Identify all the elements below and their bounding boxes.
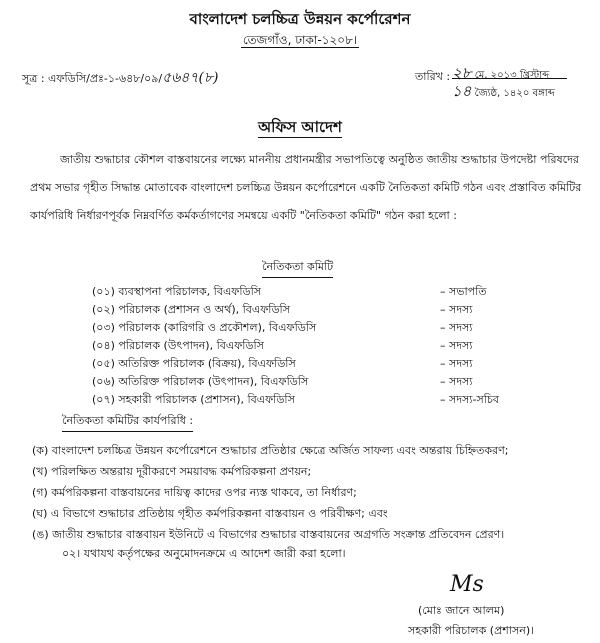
scope-item: (ক) বাংলাদেশ চলচ্চিত্র উন্নয়ন কর্পোরেশনে শুদ্ধাচার প্রতিষ্ঠার ক্ষেত্রে অর্জিত সাফল্য এবং অন্তরায় চিহ্নিতকরণ;	[32, 444, 509, 457]
member-name: (০১) ব্যবস্থাপনা পরিচালক, বিএফডিসি	[92, 285, 262, 298]
reference-prefix: সূত্র : এফডিসি/প্রঃ-১-৬৪৮/০৯/	[22, 72, 163, 85]
closing-statement: ০২। যথাযথ কর্তৃপক্ষের অনুমোদনক্রমে এ আদেশ জারী করা হলো।	[62, 547, 346, 560]
member-name: (০৩) পরিচালক (কারিগরি ও প্রকৌশল), বিএফডিসি	[92, 321, 317, 334]
member-name: (০৭) সহকারী পরিচালক (প্রশাসন), বিএফডিসি	[92, 393, 295, 406]
date-bengali	[452, 80, 555, 105]
scope-item: (ঙ) জাতীয় শুদ্ধাচার বাস্তবায়ন ইউনিটে এ বিভাগের শুদ্ধাচার বাস্তবায়নের অগ্রগতি সংক্রান্ত প্রতিবেদন প্রেরণ।	[32, 528, 505, 541]
member-role: – সদস্য-সচিব	[440, 393, 499, 406]
member-role: – সভাপতি	[440, 285, 487, 298]
signatory-title: সহকারী পরিচালক (প্রশাসন)।	[408, 624, 535, 637]
member-name: (০২) পরিচালক (প্রশাসন ও অর্থ), বিএফডিসি	[92, 303, 290, 316]
date-day-bengali: ১৪	[452, 82, 472, 100]
body-line	[30, 146, 590, 174]
body-line: কার্যপরিধি নির্ধারণপূর্বক নিম্নবর্ণিত কর্মকর্তাগণের সমন্বয়ে একটি "নৈতিকতা কমিটি" গঠন করা হলো :	[30, 209, 457, 222]
date-day-gregorian: ২৮	[452, 64, 472, 82]
organization-address	[0, 32, 600, 52]
member-name: (০৬) অতিরিক্ত পরিচালক (উৎপাদন), বিএফডিসি	[92, 375, 309, 388]
committee-title: নৈতিকতা কমিটি	[262, 258, 333, 278]
office-order-title-text: অফিস আদেশ	[258, 118, 342, 136]
member-role: – সদস্য	[440, 321, 473, 334]
office-order-title	[0, 116, 600, 141]
date-gregorian-rest: মে, ২০১৩ খ্রিস্টাব্দ	[474, 70, 550, 81]
signatory-name: (মোঃ জানে আলম)	[418, 604, 505, 617]
member-role: – সদস্য	[440, 303, 473, 316]
signature-scribble: Ms	[450, 572, 484, 597]
body-paragraph	[30, 146, 590, 230]
scope-item: (খ) পরিলক্ষিত অন্তরায় দূরীকরণে সময়াবদ্ধ কর্মপরিকল্পনা প্রণয়ন;	[32, 465, 312, 478]
organization-name: বাংলাদেশ চলচ্চিত্র উন্নয়ন কর্পোরেশন	[189, 10, 411, 28]
member-role: – সদস্য	[440, 375, 473, 388]
member-name: (০৫) অতিরিক্ত পরিচালক (বিক্রয়), বিএফডিসি	[92, 357, 296, 370]
body-line: প্রথম সভার গৃহীত সিদ্ধান্ত মোতাবেক বাংলাদেশ চলচ্চিত্র উন্নয়ন কর্পোরেশনে একটি নৈতিকতা কমিটি গঠন এবং প্রস্তাবিত কমিটির	[30, 181, 582, 194]
date-divider	[452, 78, 567, 79]
scope-item: (গ) কর্মপরিকল্পনা বাস্তবায়নের দায়িত্ব কাদের ওপর ন্যস্ত থাকবে, তা নির্ধারণ;	[32, 486, 357, 499]
member-name: (০৪) পরিচালক (উৎপাদন), বিএফডিসি	[92, 339, 264, 352]
member-role: – সদস্য	[440, 357, 473, 370]
date-label: তারিখ :	[415, 70, 451, 83]
reference-handwritten: ৫৬৪৭(৮)	[162, 70, 219, 86]
address-text: তেজগাঁও, ঢাকা-১২০৮।	[242, 33, 358, 47]
scope-item: (ঘ) এ বিভাগে শুদ্ধাচার প্রতিষ্ঠায় গৃহীত কর্মপরিকল্পনা বাস্তবায়ন ও পরিবীক্ষণ; এবং	[32, 507, 388, 520]
date-bengali-rest: জ্যৈষ্ঠ, ১৪২০ বঙ্গাব্দ	[474, 88, 555, 99]
body-line-text: জাতীয় শুদ্ধাচার কৌশল বাস্তবায়নের লক্ষ্যে মাননীয় প্রধানমন্ত্রীর সভাপতিত্বে অনুষ্ঠিত জাতীয় শুদ্ধাচার উপদেষ্টা পরিষদের	[60, 153, 579, 166]
member-role: – সদস্য	[440, 339, 473, 352]
scope-title: নৈতিকতা কমিটির কার্যপরিধি :	[62, 412, 193, 432]
reference-number	[22, 66, 219, 90]
